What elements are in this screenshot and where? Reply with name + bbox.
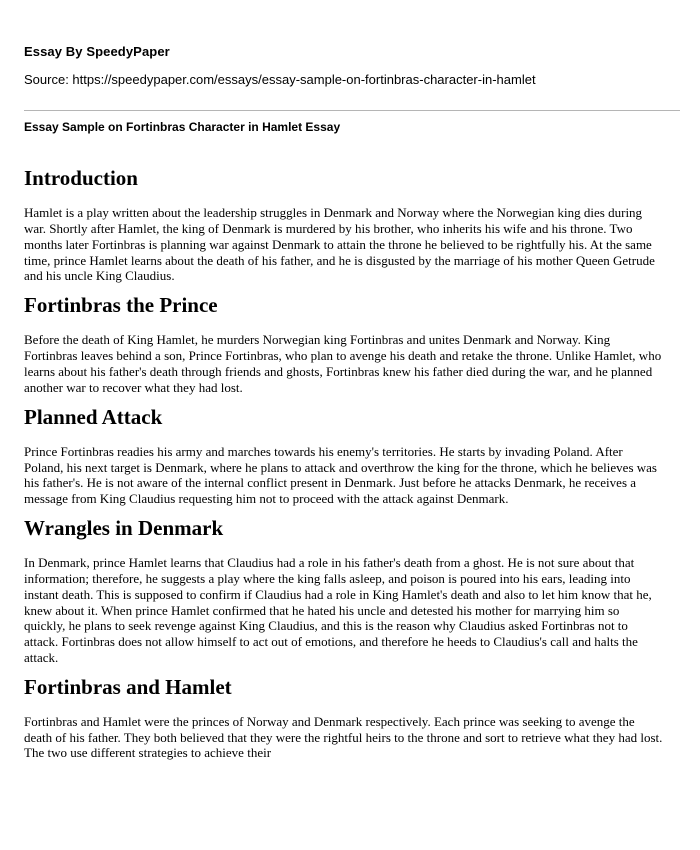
section-heading: Fortinbras the Prince <box>24 293 218 318</box>
section-paragraph: In Denmark, prince Hamlet learns that Claudius had a role in his father's death from a ghost. He is not sure about that information; therefore, he suggests a play where the king falls asleep, and poison is poured into his ears, leading into instant death. This is supposed to confirm if Claudius had a role in King Hamlet's death and also to let him know that he, knew about it. When prince Hamlet confirmed that he hated his uncle and detested his mother for marrying him so quickly, he plans to seek revenge against King Claudius, and this is the reason why Claudius asked Fortinbras not to attack. Fortinbras does not allow himself to act out of emotions, and therefore he heeds to Claudius's call and halts the attack. <box>24 555 652 665</box>
source-line: Source: https://speedypaper.com/essays/essay-sample-on-fortinbras-character-in-hamlet <box>24 72 536 87</box>
section-wrangles-in-denmark <box>24 516 664 666</box>
header-divider <box>24 110 680 111</box>
section-paragraph: Fortinbras and Hamlet were the princes of Norway and Denmark respectively. Each prince was seeking to avenge the death of his father. They both believed that they were the rightful heirs to the throne and sort to retrieve what they had lost. The two use different strategies to achieve their <box>24 713 663 761</box>
section-heading: Wrangles in Denmark <box>24 515 224 540</box>
section-heading: Introduction <box>24 166 138 190</box>
essay-body <box>24 166 664 770</box>
section-paragraph: Prince Fortinbras readies his army and marches towards his enemy's territories. He starts by invading Poland. After Poland, his next target is Denmark, where he plans to attack and overthrow the king for the throne, which he believes was his father's. He is not aware of the internal conflict present in Denmark. Just before he attacks Denmark, he receives a message from King Claudius requesting him not to proceed with the attack against Denmark. <box>24 443 657 507</box>
section-heading: Planned Attack <box>24 404 163 429</box>
section-paragraph: Before the death of King Hamlet, he murders Norwegian king Fortinbras and unites Denmark and Norway. King Fortinbras leaves behind a son, Prince Fortinbras, who plan to avenge his death and retake the throne. Unlike Hamlet, who learns about his father's death through friends and ghosts, Fortinbras knew his father died during the war, and he planned another war to recover what they had lost. <box>24 332 662 395</box>
section-heading: Fortinbras and Hamlet <box>24 674 232 699</box>
section-introduction <box>24 166 664 284</box>
brand-title: Essay By SpeedyPaper <box>24 44 170 59</box>
section-planned-attack <box>24 405 664 507</box>
section-paragraph: Hamlet is a play written about the leadership struggles in Denmark and Norway where the Norwegian king dies during war. Shortly after Hamlet, the king of Denmark is murdered by his brother, who inherits his wife and his throne. Two months later Fortinbras is planning war against Denmark to attain the throne he believed to be rightfully his. At the same time, prince Hamlet learns about the death of his father, and he is disgusted by the marriage of his mother Queen Getrude and his uncle King Claudius. <box>24 205 655 284</box>
document-title: Essay Sample on Fortinbras Character in Hamlet Essay <box>24 120 341 134</box>
section-fortinbras-the-prince <box>24 293 664 395</box>
section-fortinbras-and-hamlet <box>24 675 664 762</box>
